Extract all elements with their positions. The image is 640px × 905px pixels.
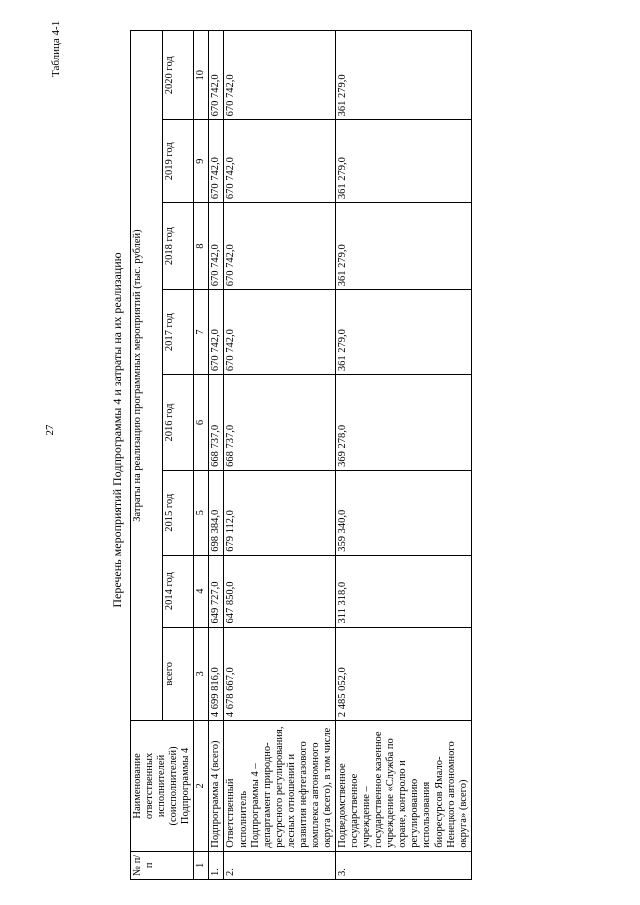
row-number: 2.: [224, 851, 336, 879]
header-total: всего: [162, 627, 194, 721]
value-2019: 670 742,0: [224, 120, 336, 203]
value-2015: 698 384,0: [209, 470, 224, 555]
col-number: 1: [194, 851, 209, 879]
value-total: 4 678 667,0: [224, 627, 336, 721]
col-number: 9: [194, 120, 209, 203]
col-number: 5: [194, 470, 209, 555]
value-2015: 359 340,0: [336, 470, 472, 555]
header-year-2020: 2020 год: [162, 31, 194, 120]
costs-table: [130, 30, 472, 880]
value-2018: 670 742,0: [224, 203, 336, 290]
value-2020: 670 742,0: [224, 31, 336, 120]
value-2018: 361 279,0: [336, 203, 472, 290]
header-num: № п/п: [131, 851, 194, 879]
value-total: 4 699 816,0: [209, 627, 224, 721]
col-number: 4: [194, 555, 209, 627]
value-2019: 361 279,0: [336, 120, 472, 203]
col-number: 6: [194, 375, 209, 471]
value-2019: 670 742,0: [209, 120, 224, 203]
value-2015: 679 112,0: [224, 470, 336, 555]
column-number-row: [194, 31, 209, 880]
value-2016: 668 737,0: [224, 375, 336, 471]
value-2016: 369 278,0: [336, 375, 472, 471]
row-number: 1.: [209, 851, 224, 879]
row-number: 3.: [336, 851, 472, 879]
header-year-2016: 2016 год: [162, 375, 194, 471]
header-year-2017: 2017 год: [162, 290, 194, 375]
header-row-1: [131, 31, 163, 880]
value-2014: 649 727,0: [209, 555, 224, 627]
value-2020: 361 279,0: [336, 31, 472, 120]
header-year-2018: 2018 год: [162, 203, 194, 290]
value-2017: 670 742,0: [224, 290, 336, 375]
header-year-2015: 2015 год: [162, 470, 194, 555]
table-reference: Таблица 4-1: [50, 20, 62, 77]
value-2017: 670 742,0: [209, 290, 224, 375]
row-name: Подпрограмма 4 (всего): [209, 721, 224, 852]
header-name: Наименование ответственных исполнителей (соисполнителей) Подпрограммы 4: [131, 721, 194, 852]
table-row: [224, 31, 336, 880]
value-2014: 647 850,0: [224, 555, 336, 627]
value-2020: 670 742,0: [209, 31, 224, 120]
header-costs: Затраты на реализацию программных мероприятий (тыс. рублей): [131, 31, 163, 721]
header-year-2019: 2019 год: [162, 120, 194, 203]
col-number: 8: [194, 203, 209, 290]
value-2016: 668 737,0: [209, 375, 224, 471]
col-number: 2: [194, 721, 209, 852]
table-row: [209, 31, 224, 880]
col-number: 7: [194, 290, 209, 375]
col-number: 10: [194, 31, 209, 120]
value-total: 2 485 052,0: [336, 627, 472, 721]
value-2018: 670 742,0: [209, 203, 224, 290]
col-number: 3: [194, 627, 209, 721]
header-year-2014: 2014 год: [162, 555, 194, 627]
row-name: Ответственный исполнитель Подпрограммы 4 – департамент природно-ресурсного регулирования, лесных отношений и развития нефтегазового комплекса автономного округа (всего), в том числе: [224, 721, 336, 852]
value-2017: 361 279,0: [336, 290, 472, 375]
table-row: [336, 31, 472, 880]
document-title: Перечень мероприятий Подпрограммы 4 и затраты на их реализацию: [110, 252, 124, 608]
rotated-table-container: [130, 30, 469, 880]
page-number: 27: [44, 424, 56, 436]
row-name: Подведомственное государственное учреждение – государственное казенное учреждение «Служба по охране, контролю и регулированию использования биоресурсов Ямало-Ненецкого автономного округа» (всего): [336, 721, 472, 852]
value-2014: 311 318,0: [336, 555, 472, 627]
